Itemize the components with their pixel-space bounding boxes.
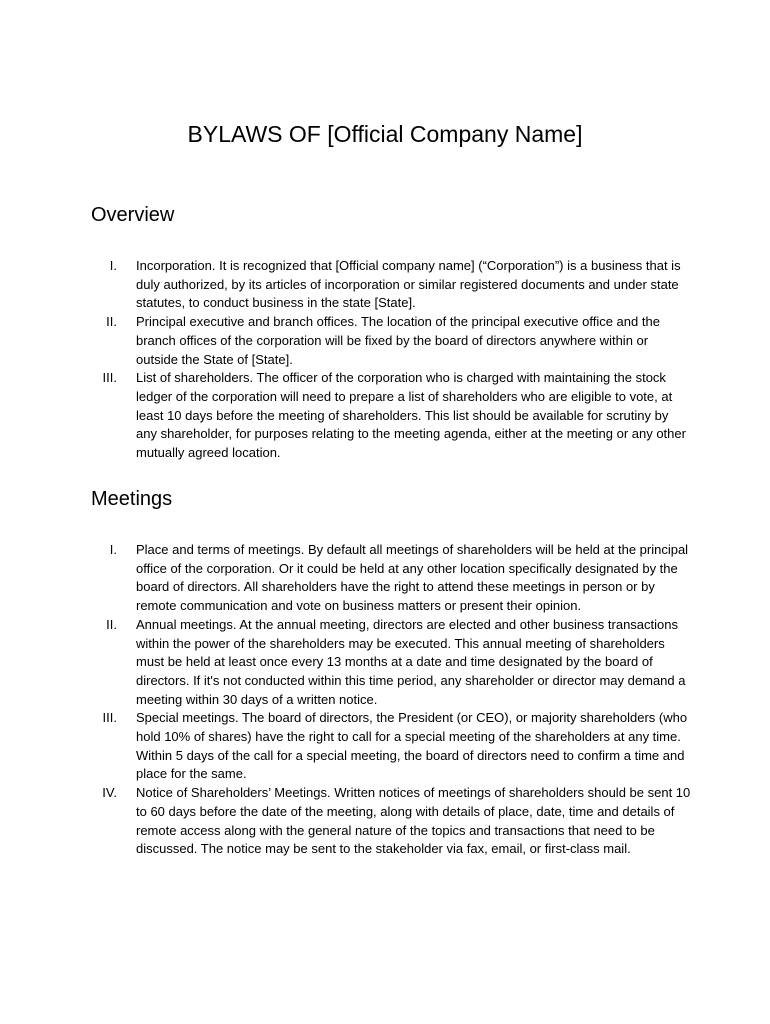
list-item-text: Special meetings. The board of directors, the President (or CEO), or majority shareholders (who hold 10% of shares) have the right to call for a special meeting of the shareholders at any time. Within 5 days of the call for a special meeting, the board of directors need to confirm a time and place for the same. <box>136 710 688 782</box>
list-item-text: Place and terms of meetings. By default all meetings of shareholders will be held at the principal office of the corporation. Or it could be held at any other location specifically designated by the board of directors. All shareholders have the right to attend these meetings in person or by remote communication and vote on business matters or present their opinion. <box>136 542 689 614</box>
list-numeral: IV. <box>102 785 117 801</box>
list-numeral: III. <box>102 370 117 386</box>
section-heading-meetings: Meetings <box>91 488 173 510</box>
list-item <box>91 313 691 369</box>
list-item-text: List of shareholders. The officer of the corporation who is charged with maintaining the stock ledger of the corporation will need to prepare a list of shareholders who are eligible to vote, at least 10 days before the meeting of shareholders. This list should be available for scrutiny by any shareholder, for purposes relating to the meeting agenda, either at the meeting or any other mutually agreed location. <box>136 370 686 461</box>
list-item <box>91 541 691 616</box>
list-item <box>91 616 691 710</box>
list-numeral: I. <box>109 542 117 557</box>
list-item-text: Notice of Shareholders’ Meetings. Written notices of meetings of shareholders should be sent 10 to 60 days before the date of the meeting, along with details of place, date, time and details of remote access along with the general nature of the topics and transactions that need to be discussed. The notice may be sent to the stakeholder via fax, email, or first-class mail. <box>136 785 691 857</box>
meetings-list <box>91 541 691 859</box>
section-heading-overview: Overview <box>91 204 175 226</box>
list-numeral: I. <box>109 258 117 273</box>
list-item <box>91 709 691 784</box>
list-item-text: Principal executive and branch offices. The location of the principal executive office and the branch offices of the corporation will be fixed by the board of directors anywhere within or outside the State of [State]. <box>136 314 660 367</box>
list-numeral: II. <box>106 314 117 330</box>
overview-list <box>91 257 691 463</box>
list-item-text: Annual meetings. At the annual meeting, directors are elected and other business transactions within the power of the shareholders may be executed. This annual meeting of shareholders must be held at least once every 13 months at a date and time designated by the board of directors. If it's not conducted within this time period, any shareholder or director may demand a meeting within 30 days of a written notice. <box>136 616 686 707</box>
list-numeral: II. <box>106 616 117 632</box>
list-item <box>91 369 691 463</box>
document-title: BYLAWS OF [Official Company Name] <box>187 121 583 147</box>
list-item <box>91 257 691 313</box>
list-item-text: Incorporation. It is recognized that [Official company name] (“Corporation”) is a business that is duly authorized, by its articles of incorporation or similar registered documents and under state statutes, to conduct business in the state [State]. <box>136 258 681 311</box>
list-item <box>91 784 691 859</box>
list-numeral: III. <box>102 710 117 726</box>
